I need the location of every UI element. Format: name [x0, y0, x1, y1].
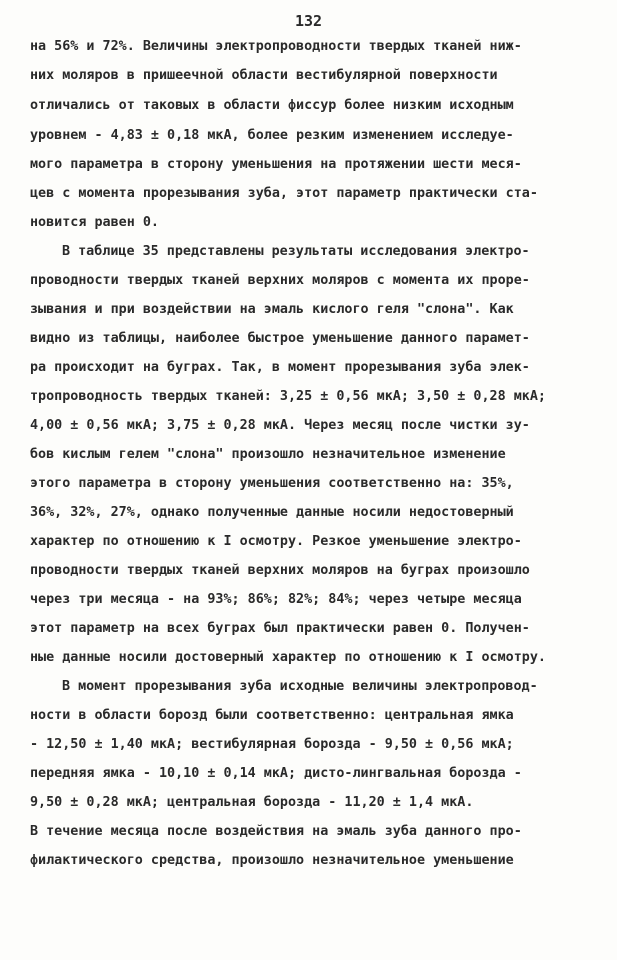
text-line: тропроводность твердых тканей: 3,25 ± 0,56 мкА; 3,50 ± 0,28 мкА; — [30, 389, 546, 404]
text-line: проводности твердых тканей верхних моляров с момента их проре- — [30, 273, 530, 288]
text-line: этого параметра в сторону уменьшения соответственно на: 35%, — [30, 476, 514, 491]
text-line: через три месяца - на 93%; 86%; 82%; 84%; через четыре месяца — [30, 592, 522, 607]
text-line: В течение месяца после воздействия на эмаль зуба данного про- — [30, 824, 522, 839]
text-line: В таблице 35 представлены результаты исследования электро- — [62, 244, 530, 259]
text-line: них моляров в пришеечной области вестибулярной поверхности — [30, 68, 498, 83]
text-line: В момент прорезывания зуба исходные величины электропровод- — [62, 679, 538, 694]
text-line: отличались от таковых в области фиссур более низким исходным — [30, 98, 514, 113]
text-line: ра происходит на буграх. Так, в момент прорезывания зуба элек- — [30, 360, 530, 375]
text-line: ности в области борозд были соответственно: центральная ямка — [30, 708, 514, 723]
text-line: 9,50 ± 0,28 мкА; центральная борозда - 11,20 ± 1,4 мкА. — [30, 795, 474, 810]
text-line: бов кислым гелем "слона" произошло незначительное изменение — [30, 447, 506, 462]
text-line: зывания и при воздействии на эмаль кислого геля "слона". Как — [30, 302, 514, 317]
page-number: 132 — [294, 12, 323, 30]
text-line: этот параметр на всех буграх был практически равен 0. Получен- — [30, 621, 530, 636]
text-line: - 12,50 ± 1,40 мкА; вестибулярная борозда - 9,50 ± 0,56 мкА; — [30, 737, 514, 752]
text-line: уровнем - 4,83 ± 0,18 мкА, более резким изменением исследуе- — [30, 128, 514, 143]
text-line: видно из таблицы, наиболее быстрое уменьшение данного парамет- — [30, 331, 530, 346]
text-line: проводности твердых тканей верхних моляров на буграх произошло — [30, 563, 530, 578]
text-line: на 56% и 72%. Величины электропроводности твердых тканей ниж- — [30, 39, 522, 54]
text-line: цев с момента прорезывания зуба, этот параметр практически ста- — [30, 186, 538, 201]
text-line: ные данные носили достоверный характер по отношению к I осмотру. — [30, 650, 546, 665]
text-line: мого параметра в сторону уменьшения на протяжении шести меся- — [30, 157, 522, 172]
text-line: новится равен 0. — [30, 215, 159, 230]
text-line: передняя ямка - 10,10 ± 0,14 мкА; дисто-лингвальная борозда - — [30, 766, 522, 781]
text-line: характер по отношению к I осмотру. Резкое уменьшение электро- — [30, 534, 522, 549]
text-line: 4,00 ± 0,56 мкА; 3,75 ± 0,28 мкА. Через месяц после чистки зу- — [30, 418, 530, 433]
text-line: 36%, 32%, 27%, однако полученные данные носили недостоверный — [30, 505, 514, 520]
text-line: филактического средства, произошло незначительное уменьшение — [30, 853, 514, 868]
